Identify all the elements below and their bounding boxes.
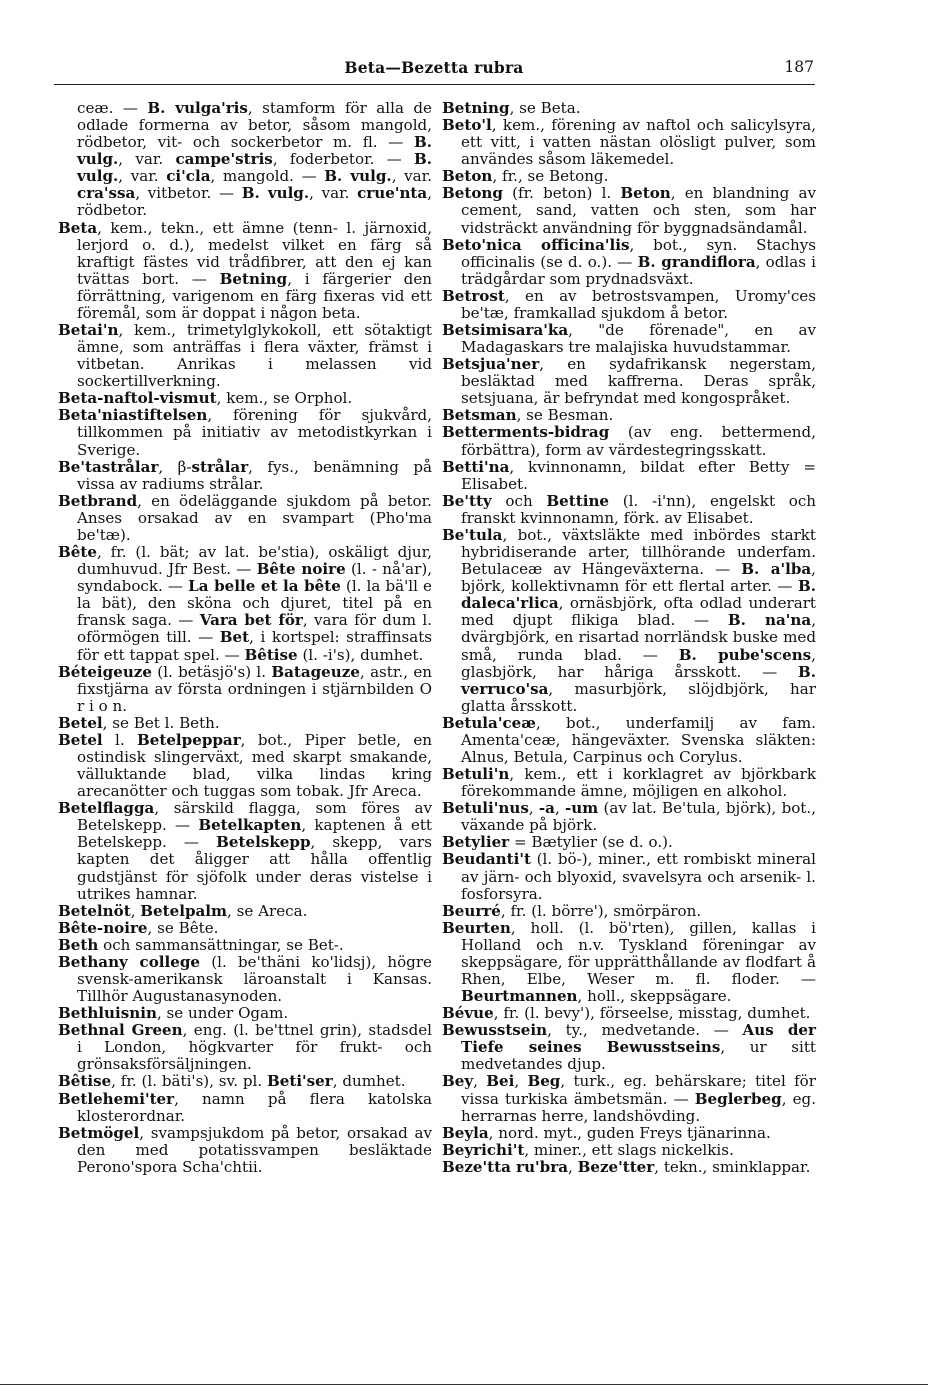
dictionary-entry: Bêtise, fr. (l. bäti's), sv. pl. Beti'ser, dumhet. bbox=[58, 1072, 406, 1091]
dictionary-entry: Betuli'nus, -a, -um (av lat. Be'tula, björk), bot., växande på björk. bbox=[442, 799, 816, 835]
dictionary-entry: Betterments-bidrag (av eng. bettermend, förbättra), form av värdestegringsskatt. bbox=[442, 423, 816, 459]
dictionary-entry: Bethnal Green, eng. (l. be'ttnel grin), stadsdel i London, högkvarter för frukt- och grönsaksförsäljningen. bbox=[58, 1021, 432, 1074]
dictionary-entry: Beto'l, kem., förening av naftol och salicylsyra, ett vitt, i vatten nästan olösligt pulver, som användes såsom läkemedel. bbox=[442, 116, 816, 169]
dictionary-entry: Bewusstsein, ty., medvetande. — Aus der Tiefe seines Bewusstseins, ur sitt medvetandes djup. bbox=[442, 1021, 816, 1074]
scan-edge-line bbox=[0, 1384, 928, 1385]
page-number: 187 bbox=[784, 58, 814, 76]
dictionary-entry: Beta, kem., tekn., ett ämne (tenn- l. järnoxid, lerjord o. d.), medelst vilket en färg så kraftigt fästes vid trådfibrer, att den ej kan tvättas bort. — Betning, i färgerier den förrättning, varigenom en färg fixeras vid ett föremål, som är doppat i någon beta. bbox=[58, 218, 432, 322]
dictionary-entry: Betning, se Beta. bbox=[442, 99, 581, 117]
running-title: Beta—Bezetta rubra bbox=[344, 58, 524, 77]
dictionary-entry: Beze'tta ru'bra, Beze'tter, tekn., sminklappar. bbox=[442, 1157, 811, 1176]
header-rule bbox=[54, 84, 815, 85]
dictionary-entry: Beurten, holl. (l. bö'rten), gillen, kallas i Holland och n.v. Tyskland föreningar av skeppsägare, för upprätthållande av flodfart å Rhen, Elbe, Weser m. fl. floder. — Beurtmannen, holl., skeppsägare. bbox=[442, 918, 816, 1006]
dictionary-entry: Betmögel, svampsjukdom på betor, orsakad av den med potatissvampen besläktade Perono'spora Scha'chtii. bbox=[58, 1123, 432, 1176]
dictionary-entry: Be'tastrålar, β-strålar, fys., benämning på vissa av radiums strålar. bbox=[58, 457, 432, 493]
dictionary-entry: Betelnöt, Betelpalm, se Areca. bbox=[58, 901, 308, 920]
dictionary-entry: Betbrand, en ödeläggande sjukdom på betor. Anses orsakad av en svampart (Pho'ma be'tæ). bbox=[58, 491, 432, 544]
dictionary-entry: Betsjua'ner, en sydafrikansk negerstam, besläktad med kaffrerna. Deras språk, setsjuana, är befryndat med kongospråket. bbox=[442, 355, 816, 408]
dictionary-entry: Betel l. Betelpeppar, bot., Piper betle, en ostindisk slingerväxt, med skarpt smakande, välluktande blad, vilka lindas kring arecanötter och tuggas som tobak. Jfr Areca. bbox=[58, 730, 432, 801]
dictionary-entry: Betsimisara'ka, "de förenade", en av Madagaskars tre malajiska huvudstammar. bbox=[442, 321, 816, 357]
dictionary-entry: Betuli'n, kem., ett i korklagret av björkbark förekommande ämne, möjligen en alkohol. bbox=[442, 765, 816, 801]
dictionary-entry: Betsman, se Besman. bbox=[442, 406, 614, 425]
dictionary-entry: Beton, fr., se Betong. bbox=[442, 167, 609, 186]
dictionary-entry: Bévue, fr. (l. bevy'), förseelse, misstag, dumhet. bbox=[442, 1004, 811, 1023]
dictionary-entry: Bête-noire, se Bête. bbox=[58, 918, 219, 937]
dictionary-entry: Betylier = Bætylier (se d. o.). bbox=[442, 833, 673, 852]
page-header bbox=[54, 58, 814, 82]
dictionary-entry: Betrost, en av betrostsvampen, Uromy'ces be'tæ, framkallad sjukdom å betor. bbox=[442, 286, 816, 322]
right-column bbox=[442, 100, 816, 1176]
dictionary-entry: Betti'na, kvinnonamn, bildat efter Betty = Elisabet. bbox=[442, 457, 816, 493]
dictionary-entry: Bethany college (l. be'thäni ko'lidsj), högre svensk-amerikansk läroanstalt i Kansas. Tillhör Augustanasynoden. bbox=[58, 952, 432, 1006]
dictionary-entry: Be'tula, bot., växtsläkte med inbördes starkt hybridiserande arter, tillhörande underfam. Betulaceæ av Hängeväxterna. — B. a'lba, björk, kollektivnamn för ett flertal arter. — B. daleca'rlica, ornäsbjörk, ofta odlad underart med djupt flikiga blad. — B. na'na, dvärgbjörk, en risartad norrländsk buske med små, runda blad. — B. pube'scens, glasbjörk, har håriga årsskott. — B. verruco'sa, masurbjörk, slöjdbjörk, har glatta årsskott. bbox=[442, 525, 816, 715]
dictionary-entry: Betong (fr. beton) l. Beton, en blandning av cement, sand, vatten och sten, som har vidsträckt användning för byggnadsändamål. bbox=[442, 184, 816, 237]
dictionary-entry: Beyrichi't, miner., ett slags nickelkis. bbox=[442, 1140, 734, 1159]
dictionary-entry: Betelflagga, särskild flagga, som föres av Betelskepp. — Betelkapten, kaptenen å ett Betelskepp. — Betelskepp, skepp, vars kapten det åligger att hålla offentlig gudstjänst för sjöfolk under deras vistelse i utrikes hamnar. bbox=[58, 799, 432, 903]
dictionary-entry: Bête, fr. (l. bät; av lat. be'stia), oskäligt djur, dumhuvud. Jfr Best. — Bête noire (l. - nå'ar), syndabock. — La belle et la bête (l. la bä'll e la bät), den sköna och djuret, titel på en fransk saga. — Vara bet för, vara för dum l. oförmögen till. — Bet, i kortspel: straffinsats för ett tappat spel. — Bêtise (l. -i's), dumhet. bbox=[58, 543, 433, 664]
dictionary-entry: Betlehemi'ter, namn på flera katolska klosterordnar. bbox=[58, 1089, 432, 1125]
dictionary-entry: Bey, Bei, Beg, turk., eg. behärskare; titel för vissa turkiska ämbetsmän. — Beglerbeg, eg. herrarnas herre, landshövding. bbox=[442, 1072, 816, 1125]
dictionary-entry: Betel, se Bet l. Beth. bbox=[58, 713, 220, 732]
dictionary-entry: Betula'ceæ, bot., underfamilj av fam. Amenta'ceæ, hängeväxter. Svenska släkten: Alnus, Betula, Carpinus och Corylus. bbox=[442, 713, 816, 766]
dictionary-entry: Beurré, fr. (l. börre'), smörpäron. bbox=[442, 901, 702, 920]
dictionary-entry: Beyla, nord. myt., guden Freys tjänarinna. bbox=[442, 1123, 771, 1142]
dictionary-entry: ceæ. — B. vulga'ris, stamform för alla de odlade formerna av betor, såsom mangold, rödbetor, vit- och sockerbetor m. fl. — B. vulg., var. campe'stris, foderbetor. — B. vulg., var. ci'cla, mangold. — B. vulg., var. cra'ssa, vitbetor. — B. vulg., var. crue'nta, rödbetor. bbox=[77, 99, 432, 220]
dictionary-entry: Béteigeuze (l. betäsjö's) l. Batageuze, astr., en fixstjärna av första ordningen i stjärnbilden O r i o n. bbox=[58, 662, 432, 715]
dictionary-entry: Betai'n, kem., trimetylglykokoll, ett sötaktigt ämne, som anträffas i flera växter, främst i vitbetan. Anrikas i melassen vid sockertillverkning. bbox=[58, 321, 432, 391]
dictionary-entry: Beudanti't (l. bö-), miner., ett rombiskt mineral av järn- och blyoxid, svavelsyra och arsenik- l. fosforsyra. bbox=[442, 850, 817, 903]
left-column bbox=[58, 100, 432, 1176]
dictionary-entry: Beta-naftol-vismut, kem., se Orphol. bbox=[58, 389, 353, 408]
dictionary-entry: Bethluisnin, se under Ogam. bbox=[58, 1004, 289, 1023]
dictionary-entry: Beto'nica officina'lis, bot., syn. Stachys officinalis (se d. o.). — B. grandiflora, odlas i trädgårdar som prydnadsväxt. bbox=[442, 235, 816, 288]
dictionary-entry: Beth och sammansättningar, se Bet-. bbox=[58, 935, 344, 954]
dictionary-entry: Beta'niastiftelsen, förening för sjukvård, tillkommen på initiativ av metodistkyrkan i Sverige. bbox=[58, 406, 432, 459]
dictionary-entry: Be'tty och Bettine (l. -i'nn), engelskt och franskt kvinnonamn, förk. av Elisabet. bbox=[442, 491, 816, 527]
